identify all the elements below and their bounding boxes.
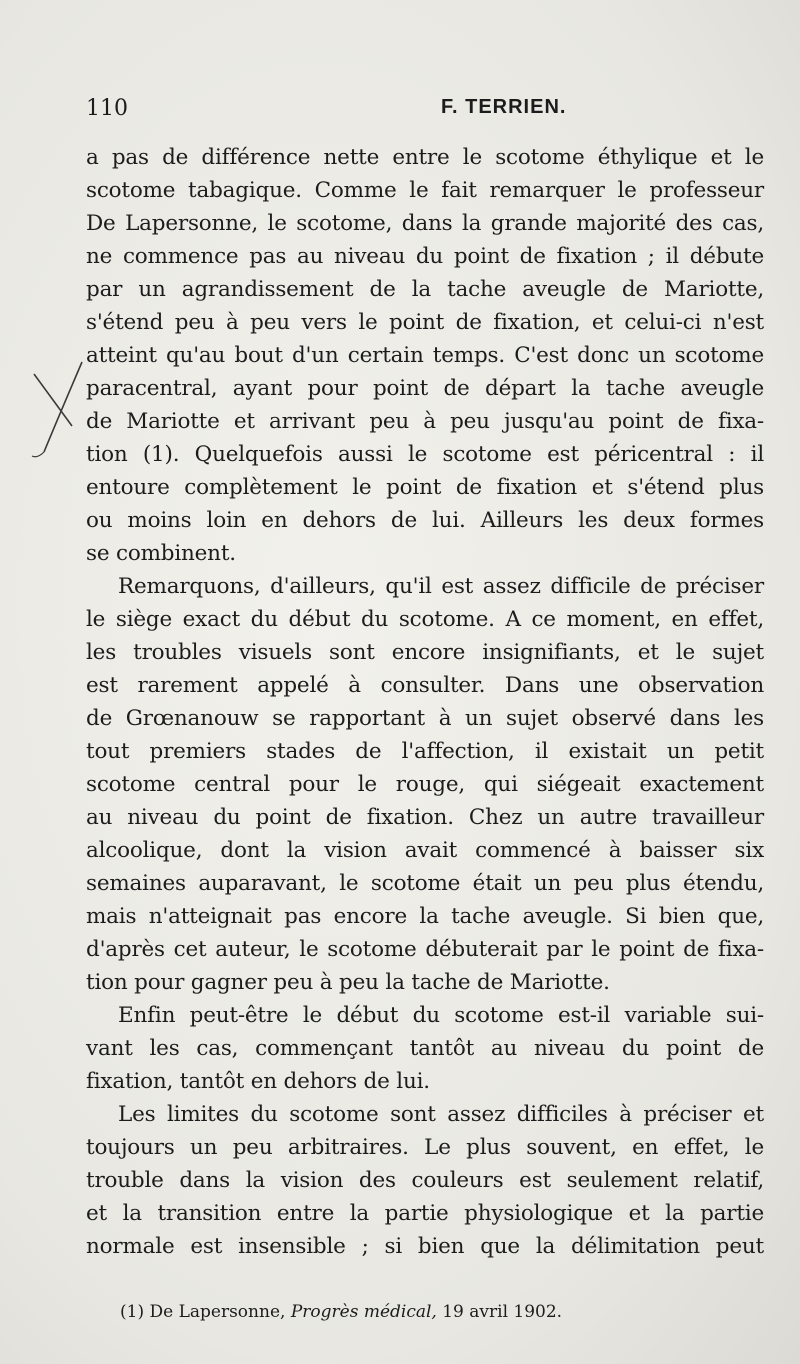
text-line: par un agrandissement de la tache aveugle de Mariotte, bbox=[86, 277, 764, 302]
text-line: ne commence pas au niveau du point de fixation ; il débute bbox=[86, 244, 764, 269]
text-line: Remarquons, d'ailleurs, qu'il est assez difficile de préciser bbox=[118, 574, 764, 599]
footnote-date: 19 avril 1902. bbox=[442, 1302, 563, 1322]
text-line: d'après cet auteur, le scotome débuterait par le point de fixa- bbox=[86, 937, 764, 962]
running-head: F. TERRIEN. bbox=[441, 96, 567, 118]
text-line: Enfin peut-être le début du scotome est-il variable sui- bbox=[118, 1003, 764, 1028]
text-line: toujours un peu arbitraires. Le plus souvent, en effet, le bbox=[86, 1135, 764, 1160]
text-line: est rarement appelé à consulter. Dans une observation bbox=[86, 673, 764, 698]
body-text bbox=[86, 141, 764, 1263]
text-line: mais n'atteignait pas encore la tache aveugle. Si bien que, bbox=[86, 904, 764, 929]
text-line: les troubles visuels sont encore insignifiants, et le sujet bbox=[86, 640, 764, 665]
text-line: au niveau du point de fixation. Chez un autre travailleur bbox=[86, 805, 764, 830]
text-line: vant les cas, commençant tantôt au niveau du point de bbox=[86, 1036, 764, 1061]
page-header bbox=[86, 96, 766, 126]
text-line: trouble dans la vision des couleurs est seulement relatif, bbox=[86, 1168, 764, 1193]
text-line: se combinent. bbox=[86, 541, 236, 566]
text-line: s'étend peu à peu vers le point de fixation, et celui-ci n'est bbox=[86, 310, 764, 335]
text-line: entoure complètement le point de fixation et s'étend plus bbox=[86, 475, 764, 500]
footnote-marker: (1) bbox=[120, 1302, 145, 1322]
text-line: de Grœnanouw se rapportant à un sujet observé dans les bbox=[86, 706, 764, 731]
text-line: de Mariotte et arrivant peu à peu jusqu'au point de fixa- bbox=[86, 409, 764, 434]
text-line: et la transition entre la partie physiologique et la partie bbox=[86, 1201, 764, 1226]
text-line: a pas de différence nette entre le scotome éthylique et le bbox=[86, 145, 764, 170]
footnote bbox=[120, 1302, 760, 1322]
text-line: tout premiers stades de l'affection, il existait un petit bbox=[86, 739, 764, 764]
page-number: 110 bbox=[86, 96, 128, 121]
footnote-title: Progrès médical, bbox=[290, 1302, 437, 1322]
text-line: fixation, tantôt en dehors de lui. bbox=[86, 1069, 430, 1094]
text-line: alcoolique, dont la vision avait commencé à baisser six bbox=[86, 838, 764, 863]
text-line: paracentral, ayant pour point de départ la tache aveugle bbox=[86, 376, 764, 401]
text-line: le siège exact du début du scotome. A ce moment, en effet, bbox=[86, 607, 764, 632]
text-line: scotome tabagique. Comme le fait remarquer le professeur bbox=[86, 178, 764, 203]
text-line: ou moins loin en dehors de lui. Ailleurs les deux formes bbox=[86, 508, 764, 533]
text-line: De Lapersonne, le scotome, dans la grande majorité des cas, bbox=[86, 211, 764, 236]
text-line: semaines auparavant, le scotome était un peu plus étendu, bbox=[86, 871, 764, 896]
text-line: tion (1). Quelquefois aussi le scotome est péricentral : il bbox=[86, 442, 764, 467]
text-line: tion pour gagner peu à peu la tache de Mariotte. bbox=[86, 970, 610, 995]
footnote-author: De Lapersonne, bbox=[149, 1302, 286, 1322]
text-line: atteint qu'au bout d'un certain temps. C'est donc un scotome bbox=[86, 343, 764, 368]
text-line: normale est insensible ; si bien que la délimitation peut bbox=[86, 1234, 764, 1259]
text-line: Les limites du scotome sont assez difficiles à préciser et bbox=[118, 1102, 764, 1127]
text-line: scotome central pour le rouge, qui siégeait exactement bbox=[86, 772, 764, 797]
